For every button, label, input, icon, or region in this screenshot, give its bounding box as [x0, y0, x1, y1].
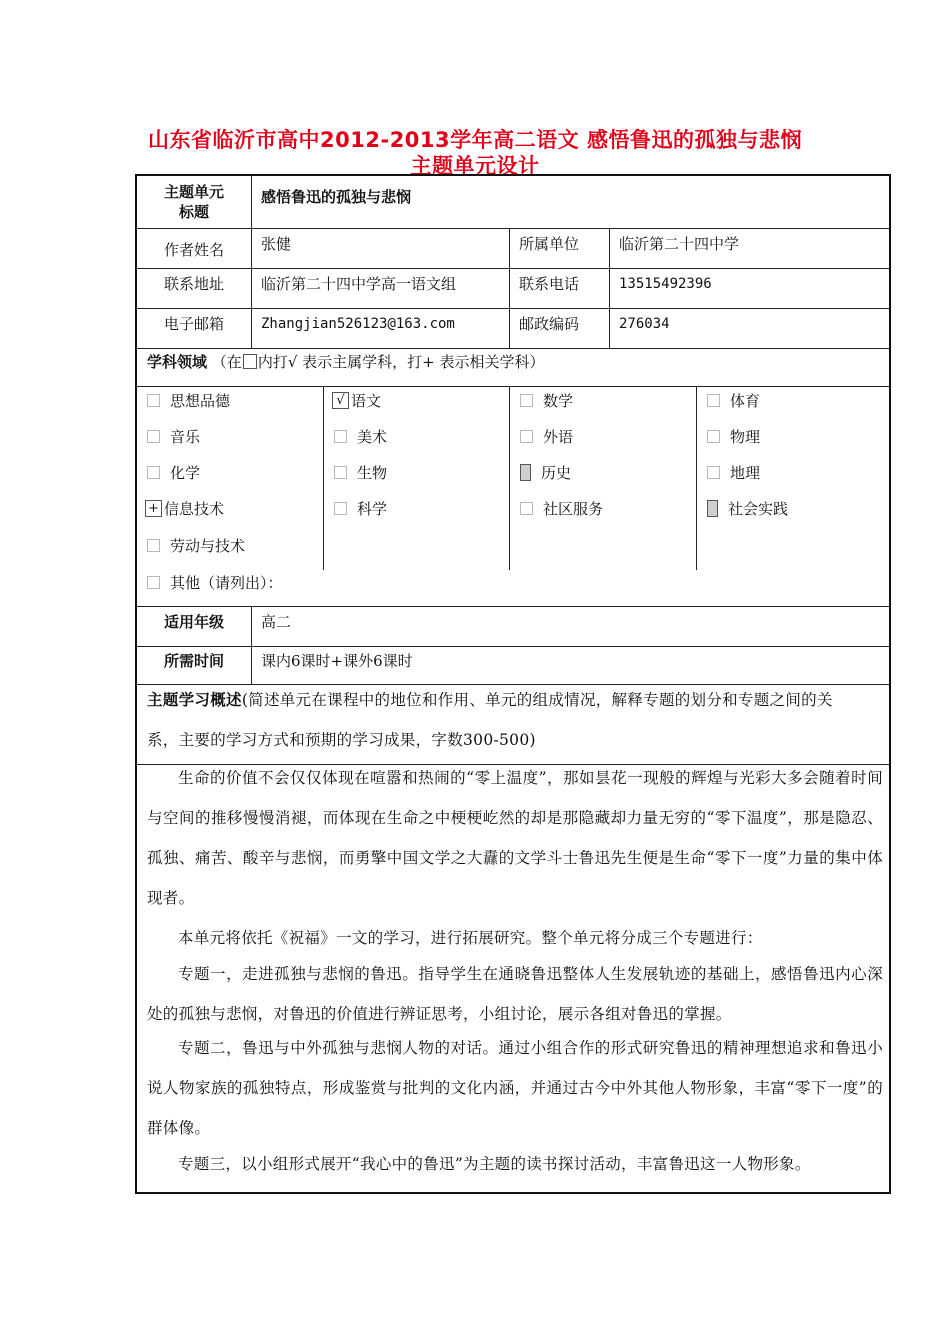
author-value: 张健: [261, 235, 292, 253]
checkbox-icon[interactable]: [334, 502, 347, 515]
checkbox-icon[interactable]: [147, 430, 160, 443]
unit-title-label: [137, 182, 251, 222]
checkbox-icon[interactable]: [520, 394, 533, 407]
body-paragraph-1: 生命的价值不会仅仅体现在喧嚣和热闹的“零上温度”，那如昙花一现般的辉煌与光彩大多会随着时间与空间的推移慢慢消褪，而体现在生命之中梗梗屹然的却是那隐藏却力量无穷的“零下温度”，那是隐忍、孤独、痛苦、酸辛与悲悯，而勇擎中国文学之大纛的文学斗士鲁迅先生便是生命“零下一度”力量的集中体现者。: [147, 769, 883, 907]
checkbox-icon[interactable]: [147, 576, 160, 589]
overview-hint-line2: 系，主要的学习方式和预期的学习成果，字数300-500): [147, 731, 536, 749]
unit-title-value: 感悟鲁迅的孤独与悲悯: [261, 188, 412, 206]
overview-hint-line1: (简述单元在课程中的地位和作用、单元的组成情况，解释专题的划分和专题之间的关: [241, 691, 833, 709]
subject-label: 劳动与技术: [170, 537, 246, 555]
subject-item[interactable]: [707, 426, 760, 447]
subject-area-label: 学科领域: [147, 353, 208, 371]
subject-label: 体育: [730, 392, 761, 410]
phone-value: 13515492396: [619, 276, 712, 292]
checkbox-icon[interactable]: [520, 430, 533, 443]
checkbox-icon[interactable]: [147, 394, 160, 407]
subject-item-other[interactable]: [147, 572, 283, 593]
subject-item[interactable]: [332, 390, 381, 411]
subject-label: 美术: [357, 428, 388, 446]
checkbox-icon[interactable]: [147, 466, 160, 479]
author-label: 作者姓名: [163, 241, 224, 259]
overview-label: 主题学习概述: [147, 691, 242, 709]
checkbox-icon[interactable]: [707, 430, 720, 443]
overview-line1: [147, 680, 883, 720]
subject-label: 外语: [543, 428, 574, 446]
subject-label: 物理: [730, 428, 761, 446]
subject-item[interactable]: [520, 426, 573, 447]
body-paragraph-2: 本单元将依托《祝福》一文的学习，进行拓展研究。整个单元将分成三个专题进行：: [178, 929, 763, 947]
subject-item[interactable]: [145, 498, 224, 519]
subject-item[interactable]: [520, 498, 603, 519]
plus-checkbox-icon[interactable]: +: [145, 500, 162, 517]
unit-title-label-line2: 标题: [178, 203, 209, 221]
subject-label: 地理: [730, 464, 761, 482]
postcode-value: 276034: [619, 316, 670, 332]
phone-label: 联系电话: [519, 275, 580, 293]
checkbox-icon[interactable]: [334, 466, 347, 479]
subject-item[interactable]: [147, 462, 200, 483]
body-paragraph-4: 专题二，鲁迅与中外孤独与悲悯人物的对话。通过小组合作的形式研究鲁迅的精神理想追求和鲁迅小说人物家族的孤独特点，形成鉴赏与批判的文化内涵，并通过古今中外其他人物形象，丰富“零下一度”的群体像。: [147, 1039, 883, 1137]
subject-item[interactable]: [520, 462, 571, 483]
subject-label: 社会实践: [728, 500, 789, 518]
checkbox-icon[interactable]: [520, 502, 533, 515]
grade-label: 适用年级: [163, 613, 224, 631]
unit-title-label-line1: 主题单元: [163, 183, 224, 201]
subject-item[interactable]: [334, 498, 387, 519]
body-paragraph-3: 专题一，走进孤独与悲悯的鲁迅。指导学生在通晓鲁迅整体人生发展轨迹的基础上，感悟鲁迅内心深处的孤独与悲悯，对鲁迅的价值进行辨证思考，小组讨论，展示各组对鲁迅的掌握。: [147, 965, 883, 1023]
email-label: 电子邮箱: [163, 315, 224, 333]
subject-label: 社区服务: [543, 500, 604, 518]
grade-value: 高二: [261, 613, 292, 631]
subject-item[interactable]: [707, 390, 760, 411]
checkbox-legend-icon: [243, 354, 257, 369]
subject-label: 化学: [170, 464, 201, 482]
time-label: 所需时间: [163, 652, 224, 670]
subject-label: 信息技术: [164, 500, 225, 518]
shaded-checkbox-icon[interactable]: [520, 464, 531, 481]
address-label: 联系地址: [163, 275, 224, 293]
subject-item[interactable]: [707, 498, 788, 519]
unit-label: 所属单位: [519, 235, 580, 253]
unit-value: 临沂第二十四中学: [619, 235, 740, 253]
checkbox-icon[interactable]: [334, 430, 347, 443]
subject-item[interactable]: [334, 426, 387, 447]
checkbox-icon[interactable]: [707, 466, 720, 479]
subject-item[interactable]: [520, 390, 573, 411]
checkbox-icon[interactable]: [147, 539, 160, 552]
subject-label: 历史: [541, 464, 572, 482]
document-title-line2: 主题单元设计: [410, 154, 540, 178]
subject-label: 语文: [351, 392, 382, 410]
email-value: Zhangjian526123@163.com: [261, 316, 455, 332]
subject-area-header: [147, 352, 544, 372]
subject-item[interactable]: [147, 535, 245, 556]
subject-label: 思想品德: [170, 392, 231, 410]
subject-area-hint-before: （在: [211, 353, 242, 371]
time-value: 课内6课时+课外6课时: [261, 652, 413, 670]
subject-other-label: 其他（请列出）：: [170, 574, 283, 592]
subject-label: 科学: [357, 500, 388, 518]
check-checkbox-icon[interactable]: √: [332, 392, 349, 409]
subject-item[interactable]: [707, 462, 760, 483]
subject-item[interactable]: [334, 462, 387, 483]
shaded-checkbox-icon[interactable]: [707, 500, 718, 517]
address-value: 临沂第二十四中学高一语文组: [261, 275, 457, 293]
subject-label: 生物: [357, 464, 388, 482]
document-title-line1: 山东省临沂市高中2012-2013学年高二语文 感悟鲁迅的孤独与悲悯: [148, 128, 802, 152]
checkbox-icon[interactable]: [707, 394, 720, 407]
subject-item[interactable]: [147, 426, 200, 447]
subject-area-hint-after: 内打√ 表示主属学科，打+ 表示相关学科）: [257, 353, 545, 371]
unit-design-table: [135, 174, 891, 1194]
postcode-label: 邮政编码: [519, 315, 580, 333]
subject-item[interactable]: [147, 390, 230, 411]
body-paragraph-5: 专题三，以小组形式展开“我心中的鲁迅”为主题的读书探讨活动，丰富鲁迅这一人物形象。: [178, 1155, 811, 1173]
subject-label: 数学: [543, 392, 574, 410]
subject-label: 音乐: [170, 428, 201, 446]
